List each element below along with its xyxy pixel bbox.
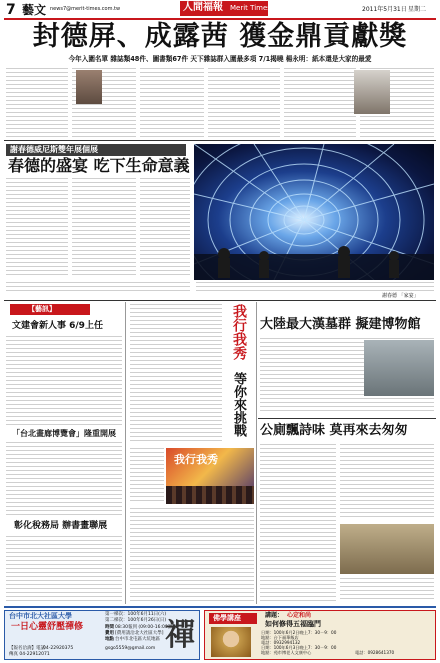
- article-title: 公廁飄詩味 莫再來去匆匆: [260, 423, 408, 438]
- article-photo: [340, 524, 434, 574]
- ad-time: 08:30報到 (09:00-16:00課程): [115, 625, 179, 630]
- feature-kicker: [6, 144, 186, 156]
- headline-subtitle: 今年入圍名單 雜誌類48件、圖書類67件 天下雜誌群入圍最多項 7/1揭曉 楊永明：紙本還是大家的最愛: [68, 55, 372, 63]
- photo-caption: 謝春德 「家宴」: [382, 293, 419, 299]
- article-text-block: [6, 442, 122, 516]
- news-item-title: 彰化稅務局 辦書畫聯展: [14, 521, 108, 531]
- article-text-block: [130, 508, 254, 602]
- lecture-date-2: 日期：100年6月3日晚上7：30－9：00: [261, 645, 337, 650]
- ad-date-1: 第一梯次：100年6月11日(六): [105, 612, 167, 617]
- article-text-block: [6, 68, 68, 138]
- monk-portrait: [211, 627, 251, 657]
- news-item-title: 文建會新人事 6/9上任: [12, 321, 103, 331]
- issue-weekday: 星期二: [408, 6, 427, 13]
- portrait-photo: [76, 70, 102, 104]
- light-tunnel-graphic: [194, 144, 434, 280]
- ad-slogan: 一日心靈舒壓禪修: [11, 622, 84, 632]
- community-college-ad: [4, 610, 200, 660]
- article-text-block: [208, 68, 280, 138]
- portrait-photo: [354, 70, 390, 114]
- lecture-speaker: 心定和尚: [287, 612, 312, 619]
- article-text-block: [340, 578, 434, 602]
- lecture-topic-label: 講題：: [265, 612, 284, 619]
- brand-name-cn: 人間福報: [183, 2, 223, 13]
- news-tag-text: 【藝訊】: [28, 305, 56, 313]
- lecture-date-1: 日期：100年6月2日晚上7：30－9：00: [261, 630, 337, 635]
- lecture-banner-text: 佛學講座: [213, 614, 241, 622]
- lecture-place-1: 地點：台下福華飯店: [261, 635, 299, 640]
- ad-fee: [費用請洽北大社區大學]: [115, 631, 164, 636]
- brand-name-en: Merit Times: [230, 4, 271, 12]
- lecture-topic: 如何修得五福臨門: [265, 620, 321, 628]
- article-text-block: [340, 444, 434, 520]
- article-text-block: [6, 536, 122, 602]
- section-email: news7@merit-times.com.tw: [50, 6, 121, 12]
- show-vertical-subtitle: 等你來挑戰: [231, 372, 246, 437]
- article-photo: [364, 340, 434, 396]
- ad-contact-label: 【報名洽詢】電話: [9, 646, 45, 651]
- article-text-block: [6, 336, 122, 426]
- ad-org: 台中市北大社區大學: [9, 612, 72, 620]
- ad-email: gsgo5559@gmail.com: [105, 646, 156, 651]
- show-photo: [166, 448, 254, 504]
- article-text-block: [6, 178, 68, 278]
- feature-photo: [194, 144, 434, 280]
- feature-title: 春德的盛宴 吃下生命意義: [8, 156, 190, 175]
- zen-calligraphy: 禪: [165, 618, 195, 653]
- article-text-block: [130, 304, 222, 444]
- buddhist-lecture-ad: [204, 610, 436, 660]
- feature-kicker-text: 謝春德威尼斯雙年展個展: [10, 145, 98, 154]
- crowd-silhouette: [166, 486, 254, 504]
- ad-phone: 04-22920375: [43, 646, 74, 651]
- article-text-block: [130, 448, 164, 502]
- article-text-block: [260, 444, 336, 602]
- ad-place-label: 地點: [105, 637, 114, 642]
- show-photo-text: 我行我秀: [174, 453, 218, 466]
- ad-date-2: 第二梯次：100年6月26日(日): [105, 618, 167, 623]
- lecture-place-2: 地點：苑市博老人文康中心: [261, 650, 312, 655]
- article-text-block: [140, 178, 190, 278]
- article-text-block: [140, 68, 204, 138]
- article-title: 大陸最大漢墓群 擬建博物館: [260, 317, 421, 332]
- lecture-banner: [209, 613, 257, 624]
- page-headline: 封德屏、成露茜 獲金鼎貢獻獎: [32, 21, 408, 52]
- news-tag: [10, 304, 90, 315]
- ad-time-label: 時間: [105, 625, 114, 630]
- article-text-block: [284, 68, 356, 138]
- lecture-tel-1: 電話：0932994132: [261, 640, 301, 645]
- brand-logo: [180, 1, 271, 16]
- masthead: [0, 0, 440, 20]
- lecture-tel-2: 電話：0928641370: [355, 650, 395, 655]
- article-text-block: [72, 178, 136, 278]
- section-name: 藝文: [22, 3, 47, 17]
- article-text-block: [6, 282, 190, 294]
- page-number: 7: [6, 2, 16, 18]
- ad-fax: 傳真 04-22912071: [9, 652, 50, 657]
- ad-fee-label: 費用: [105, 631, 114, 636]
- news-item-title: 「台北畫廊博覽會」隆重開展: [12, 429, 116, 438]
- ad-place: 台中市北屯區大坑地區: [115, 637, 160, 642]
- issue-date: 2011年5月31日: [362, 6, 407, 13]
- photo-caption-block: [196, 282, 434, 292]
- show-vertical-title: 我行我秀: [231, 304, 247, 360]
